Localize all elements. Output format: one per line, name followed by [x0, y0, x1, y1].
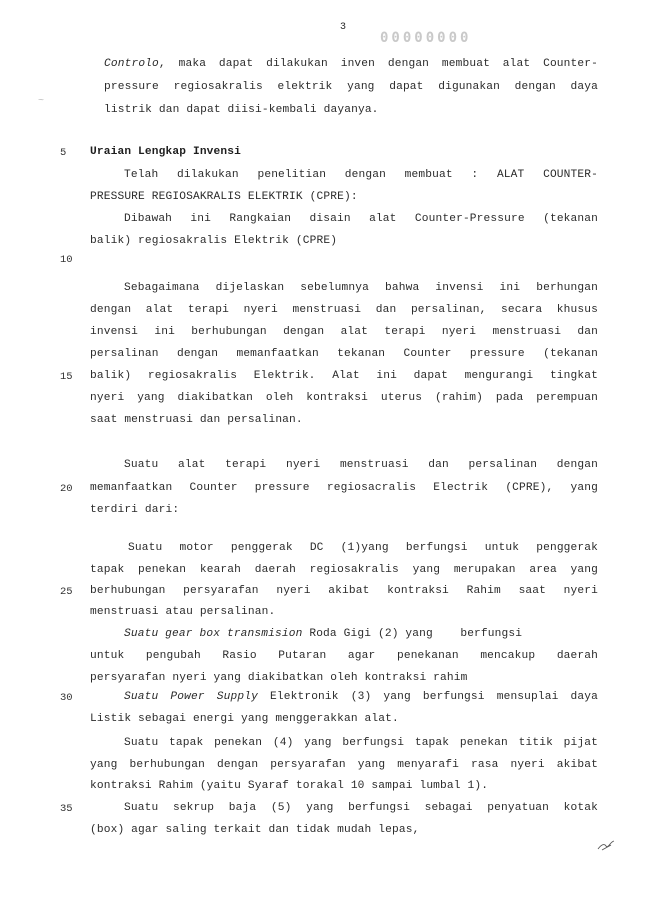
item-1-line-2: tapak penekan kearah daerah regiosakralis yang merupakan area yang [90, 564, 598, 576]
intro-italic-term: Controlo [104, 58, 159, 70]
line-number-10: 10 [60, 254, 73, 266]
item-4-line-1: Suatu tapak penekan (4) yang berfungsi tapak penekan titik pijat [124, 737, 598, 749]
item-3-line-1: Suatu Power Supply Elektronik (3) yang berfungsi mensuplai daya [124, 691, 598, 703]
p2-line-6: nyeri yang diakibatkan oleh kontraksi uterus (rahim) pada perempuan [90, 392, 598, 404]
item-2-italic-term: Suatu gear box transmision [124, 628, 303, 640]
item-2-line-2: untuk pengubah Rasio Putaran agar penekanan mencakup daerah [90, 650, 598, 662]
line-number-30: 30 [60, 692, 73, 704]
p2-line-1: Sebagaimana dijelaskan sebelumnya bahwa invensi ini berhungan [124, 282, 598, 294]
p2-line-7: saat menstruasi dan persalinan. [90, 414, 303, 426]
p1-line-2: PRESSURE REGIOSAKRALIS ELEKTRIK (CPRE): [90, 191, 358, 203]
intro-line-1: Controlo, maka dapat dilakukan inven dengan membuat alat Counter- [104, 58, 598, 70]
line-number-20: 20 [60, 483, 73, 495]
p2-line-4: persalinan dengan memanfaatkan tekanan Counter pressure (tekanan [90, 348, 598, 360]
margin-smudge: ~ [38, 96, 45, 107]
line-number-25: 25 [60, 586, 73, 598]
p2-line-2: dengan alat terapi nyeri menstruasi dan persalinan, secara khusus [90, 304, 598, 316]
line-number-15: 15 [60, 371, 73, 383]
intro-line-3: listrik dan dapat diisi-kembali dayanya. [104, 104, 379, 116]
item-1-line-3: berhubungan persyarafan nyeri akibat kontraksi Rahim saat nyeri [90, 585, 598, 597]
item-5-line-2: (box) agar saling terkait dan tidak mudah lepas, [90, 824, 420, 836]
item-3-line-2: Listik sebagai energi yang menggerakkan alat. [90, 713, 399, 725]
item-3-italic-term: Suatu Power Supply [124, 691, 258, 703]
line-number-5: 5 [60, 147, 67, 159]
item-1-line-4: menstruasi atau persalinan. [90, 606, 276, 618]
p1-line-4: balik) regiosakralis Elektrik (CPRE) [90, 235, 338, 247]
item-4-line-2: yang berhubungan dengan persyarafan yang menyarafi rasa nyeri akibat [90, 759, 598, 771]
p1-line-1: Telah dilakukan penelitian dengan membuat : ALAT COUNTER- [124, 169, 598, 181]
page-number: 3 [340, 22, 347, 33]
p3-line-1: Suatu alat terapi nyeri menstruasi dan persalinan dengan [124, 459, 598, 471]
p3-line-3: terdiri dari: [90, 504, 180, 516]
item-5-line-1: Suatu sekrup baja (5) yang berfungsi sebagai penyatuan kotak [124, 802, 598, 814]
item-2-line-1: Suatu gear box transmision Roda Gigi (2) yang berfungsi [124, 628, 523, 640]
item-1-line-1: Suatu motor penggerak DC (1)yang berfungsi untuk penggerak [128, 542, 598, 554]
item-4-line-3: kontraksi Rahim (yaitu Syaraf torakal 10 sampai lumbal 1). [90, 780, 489, 792]
registration-stamp: 00000000 [380, 30, 472, 46]
p1-line-3: Dibawah ini Rangkaian disain alat Counter-Pressure (tekanan [124, 213, 598, 225]
p3-line-2: memanfaatkan Counter pressure regiosacralis Electrik (CPRE), yang [90, 482, 598, 494]
item-2-line-3: persyarafan nyeri yang diakibatkan oleh kontraksi rahim [90, 672, 468, 684]
p2-line-5: balik) regiosakralis Elektrik. Alat ini dapat mengurangi tingkat [90, 370, 598, 382]
intro-line-2: pressure regiosakralis elektrik yang dapat digunakan dengan daya [104, 81, 598, 93]
line-number-35: 35 [60, 803, 73, 815]
section-heading: Uraian Lengkap Invensi [90, 146, 241, 158]
p2-line-3: invensi ini berhubungan dengan alat terapi nyeri menstruasi dan [90, 326, 598, 338]
initials-signature-mark [596, 838, 616, 852]
